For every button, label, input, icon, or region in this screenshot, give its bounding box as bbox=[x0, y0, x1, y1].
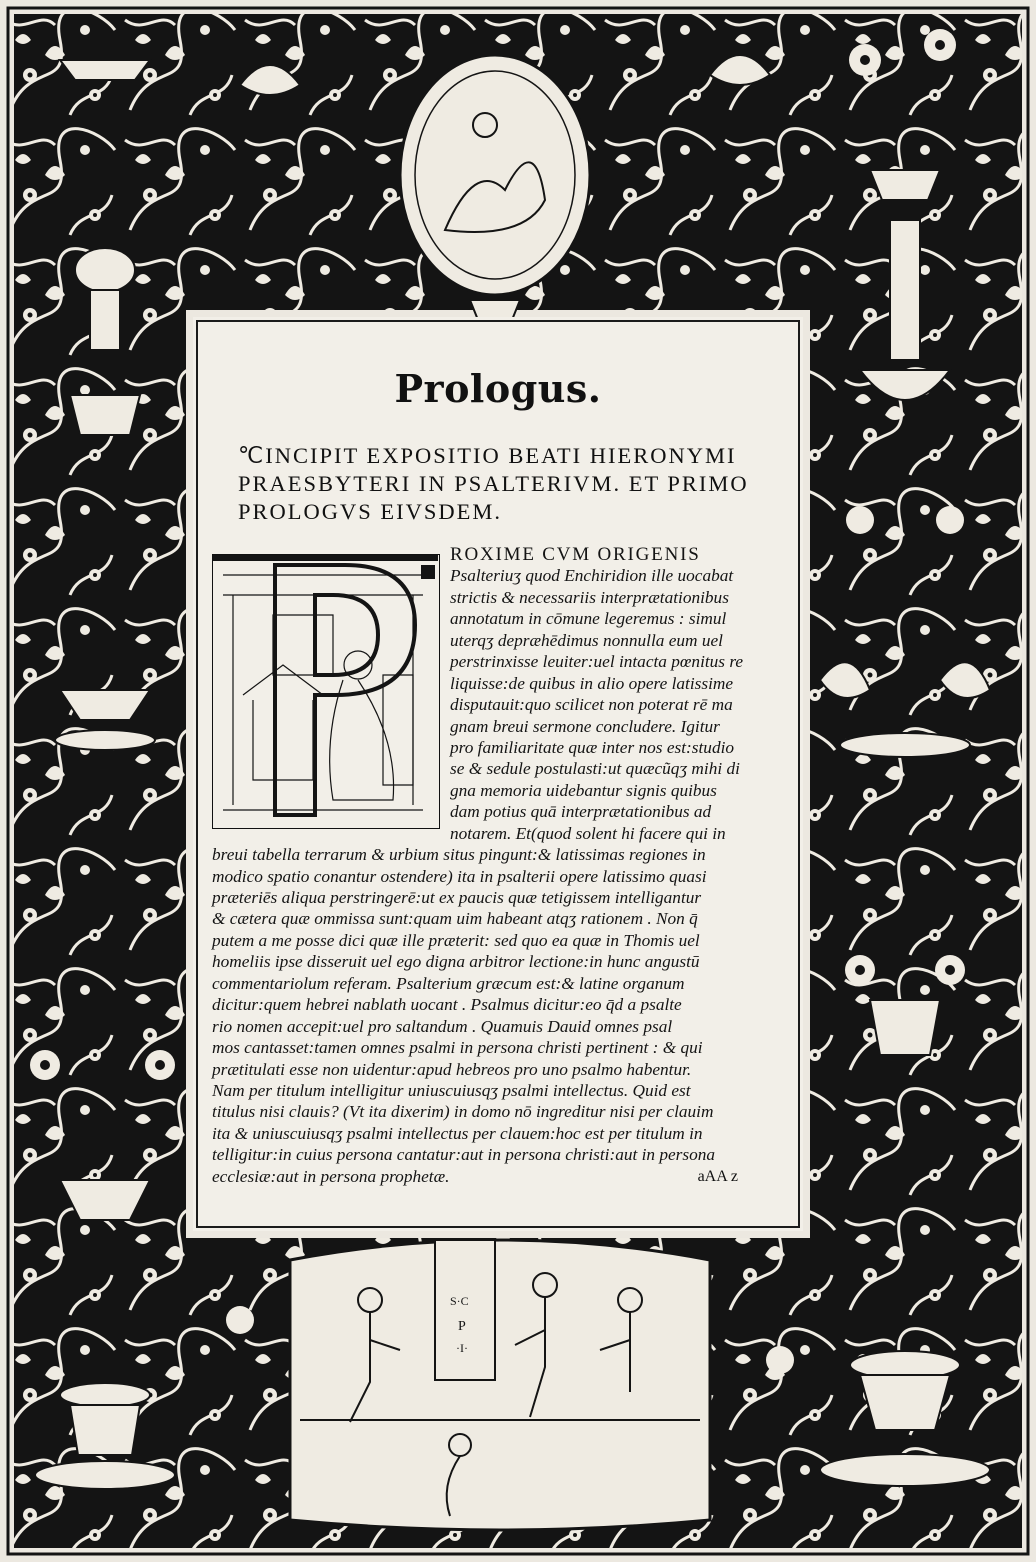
body-line: rio nomen accepit:uel pro saltandum . Quamuis Dauid omnes psal bbox=[212, 1016, 673, 1036]
body-line: dicitur:quem hebrei nablath uocant . Psalmus dicitur:eo q̄d a psalte bbox=[212, 995, 682, 1015]
body-line: disputauit:quo scilicet non poterat rē ma bbox=[450, 695, 733, 715]
incipit-heading bbox=[238, 442, 768, 526]
bottom-scene bbox=[290, 1240, 710, 1530]
body-line: titulus nisi clauis? (Vt ita dixerim) in domo nō ingreditur nisi per clauim bbox=[212, 1102, 714, 1122]
body-line: strictis & necessariis interprætationibus bbox=[450, 587, 729, 607]
body-line: ecclesiæ:aut in persona prophetæ. bbox=[212, 1166, 450, 1186]
signature-mark: aAA z bbox=[697, 1168, 738, 1185]
body-line: putem a me posse dici quæ ille præterit: sed quo ea quæ in Thomis uel bbox=[212, 930, 700, 950]
body-line: pro familiaritate quæ inter nos est:studio bbox=[450, 737, 735, 757]
body-line: dam potius quā interprætationibus ad bbox=[450, 802, 712, 822]
body-line: mos cantasset:tamen omnes psalmi in persona christi pertinent : & qui bbox=[212, 1038, 703, 1058]
body-line: gnam breui sermone concludere. Igitur bbox=[450, 716, 720, 736]
body-line: præteriēs aliqua perstringerē:ut ex paucis quæ tetigissem intelligantur bbox=[212, 888, 702, 907]
heading-line: PRAESBYTERI IN PSALTERIVM. ET PRIMO bbox=[238, 471, 749, 496]
body-line: notarem. Et(quod solent hi facere qui in bbox=[450, 823, 726, 843]
body-line: homeliis ipse disseruit uel ego digna arbitror lectione:in hunc angustū bbox=[212, 952, 700, 972]
svg-text:S·C: S·C bbox=[450, 1294, 469, 1308]
body-line: annotatum in cōmune legeremus : simul bbox=[450, 609, 727, 629]
body-line: se & sedule postulasti:ut quæcũqʒ mihi di bbox=[450, 759, 740, 779]
body-line: gna memoria uidebantur signis quibus bbox=[450, 780, 717, 800]
heading-line: ℃INCIPIT EXPOSITIO BEATI HIERONYMI bbox=[238, 443, 737, 468]
body-line: Nam per titulum intelligitur uniuscuiusqʒ psalmi intellectus. Quid est bbox=[212, 1080, 691, 1100]
body-line: prætitulati esse non uidentur:apud hebreos pro uno psalmo habentur. bbox=[212, 1059, 692, 1079]
body-line: uterqʒ depræhēdimus nonnulla eum uel bbox=[450, 630, 723, 650]
body-line: breui tabella terrarum & urbium situs pingunt:& latissimas regiones in bbox=[212, 845, 706, 865]
heading-line: PROLOGVS EIVSDEM. bbox=[238, 499, 503, 524]
body-line: ROXIME CVM ORIGENIS bbox=[450, 544, 701, 565]
body-line: & cætera quæ ommissa sunt:quam uim habeant atqʒ rationem . Non q̄ bbox=[212, 909, 698, 929]
body-line: Psalteriuʒ quod Enchiridion ille uocabat bbox=[450, 566, 734, 586]
body-line: perstrinxisse leuiter:uel intacta pœnitus re bbox=[450, 652, 744, 672]
body-line: ita & uniuscuiusqʒ psalmi intellectus per clauem:hoc est per titulum in bbox=[212, 1123, 703, 1143]
body-text bbox=[212, 544, 784, 1187]
body-line: telligitur:in cuius persona cantatur:aut in persona christi:aut in persona bbox=[212, 1145, 716, 1165]
text-panel bbox=[196, 320, 800, 1228]
page-title: Prologus. bbox=[394, 366, 602, 411]
svg-text:·I·: ·I· bbox=[456, 1341, 468, 1355]
body-line: commentariolum referam. Psalterium græcum est:& latine organum bbox=[212, 973, 685, 993]
body-line: modico spatio conantur ostendere) ita in psalterii opere latissimo quasi bbox=[212, 866, 707, 886]
svg-text:P: P bbox=[458, 1319, 466, 1334]
body-line: liquisse:de quibus in alio opere latissime bbox=[450, 673, 734, 693]
